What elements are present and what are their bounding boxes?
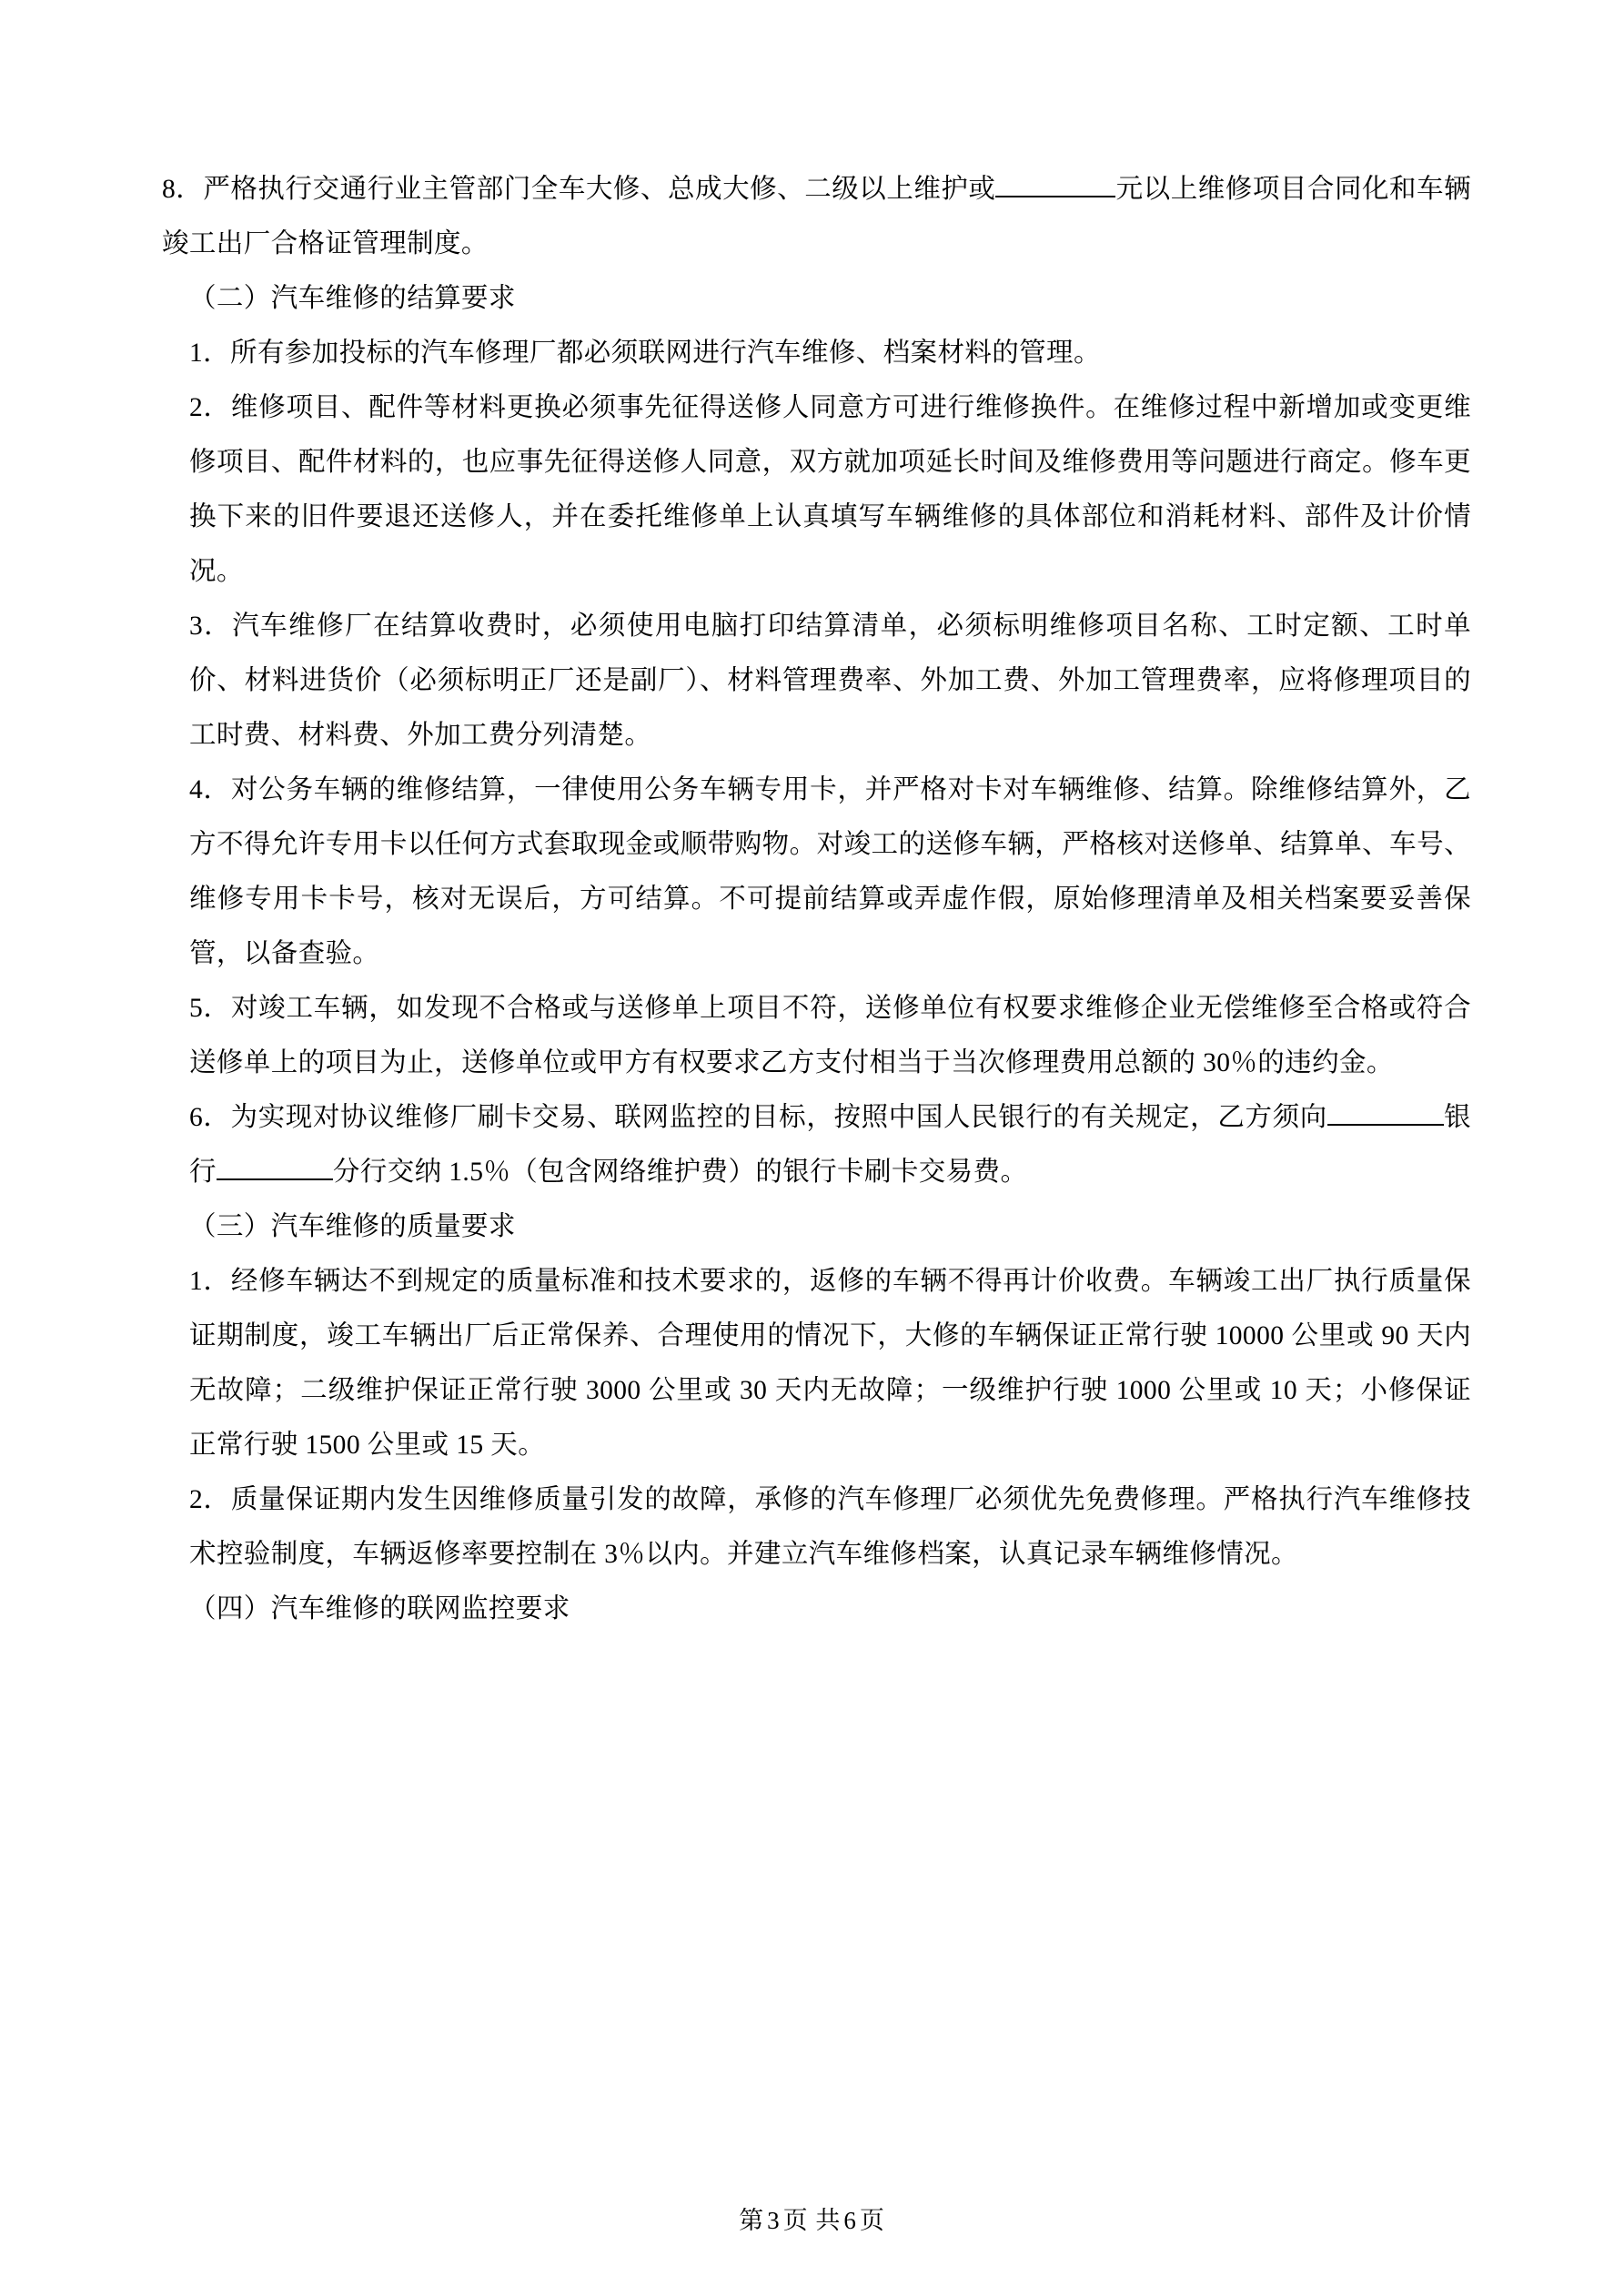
footer-prefix: 第 bbox=[739, 2207, 765, 2234]
paragraph-s2-item-2: 2．维修项目、配件等材料更换必须事先征得送修人同意方可进行维修换件。在维修过程中新增加或变更维修项目、配件材料的，也应事先征得送修人同意，双方就加项延长时间及维修费用等问题进行商定。修车更换下来的旧件要退还送修人，并在委托维修单上认真填写车辆维修的具体部位和消耗材料、部件及计价情况。 bbox=[189, 393, 1471, 586]
paragraph-text: 6．为实现对协议维修厂刷卡交易、联网监控的目标，按照中国人民银行的有关规定，乙方须向 bbox=[189, 1103, 1327, 1132]
document-body bbox=[162, 162, 1471, 1636]
footer-suffix: 页 bbox=[859, 2207, 885, 2234]
footer-total-pages: 6 bbox=[843, 2207, 857, 2234]
fill-in-blank-bank bbox=[1327, 1124, 1444, 1126]
paragraph-s2-item-5: 5．对竣工车辆，如发现不合格或与送修单上项目不符，送修单位有权要求维修企业无偿维修至合格或符合送修单上的项目为止，送修单位或甲方有权要求乙方支付相当于当次修理费用总额的 30％的违约金。 bbox=[189, 994, 1471, 1077]
paragraph-text-cont: 元以上维修项目合同化和车辆竣工出厂合格证管理制度。 bbox=[162, 175, 1471, 258]
paragraph-text: 8．严格执行交通行业主管部门全车大修、总成大修、二级以上维护或 bbox=[162, 175, 996, 204]
heading-section-2: （二）汽车维修的结算要求 bbox=[189, 284, 516, 313]
heading-section-3: （三）汽车维修的质量要求 bbox=[189, 1212, 516, 1241]
paragraph-text-mid: 银行 bbox=[189, 1103, 1471, 1187]
paragraph-s3-item-1: 1．经修车辆达不到规定的质量标准和技术要求的，返修的车辆不得再计价收费。车辆竣工出厂执行质量保证期制度，竣工车辆出厂后正常保养、合理使用的情况下，大修的车辆保证正常行驶 10000 公里或 90 天内无故障；二级维护保证正常行驶 3000 公里或 30 天内无故障；一级维护行驶 1000 公里或 10 天；小修保证正常行驶 1500 公里或 15 天。 bbox=[189, 1267, 1471, 1460]
paragraph-s2-item-4: 4．对公务车辆的维修结算，一律使用公务车辆专用卡，并严格对卡对车辆维修、结算。除维修结算外，乙方不得允许专用卡以任何方式套取现金或顺带购物。对竣工的送修车辆，严格核对送修单、结算单、车号、维修专用卡卡号，核对无误后，方可结算。不可提前结算或弄虚作假，原始修理清单及相关档案要妥善保管，以备查验。 bbox=[189, 775, 1471, 968]
paragraph-s2-item-1: 1．所有参加投标的汽车修理厂都必须联网进行汽车维修、档案材料的管理。 bbox=[189, 339, 1101, 368]
heading-section-4: （四）汽车维修的联网监控要求 bbox=[189, 1594, 570, 1623]
footer-middle: 页 共 bbox=[782, 2207, 842, 2234]
fill-in-blank-branch bbox=[217, 1178, 333, 1180]
paragraph-s2-item-6 bbox=[162, 1090, 1471, 1199]
footer-current-page: 3 bbox=[767, 2207, 781, 2234]
fill-in-blank bbox=[995, 196, 1115, 197]
paragraph-s3-item-2: 2．质量保证期内发生因维修质量引发的故障，承修的汽车修理厂必须优先免费修理。严格执行汽车维修技术控验制度，车辆返修率要控制在 3％以内。并建立汽车维修档案，认真记录车辆维修情况。 bbox=[189, 1485, 1471, 1569]
page-footer bbox=[0, 2200, 1624, 2236]
paragraph-item-8 bbox=[162, 162, 1471, 271]
paragraph-s2-item-3: 3．汽车维修厂在结算收费时，必须使用电脑打印结算清单，必须标明维修项目名称、工时定额、工时单价、材料进货价（必须标明正厂还是副厂）、材料管理费率、外加工费、外加工管理费率，应将修理项目的工时费、材料费、外加工费分列清楚。 bbox=[189, 612, 1471, 750]
paragraph-text-cont: 分行交纳 1.5％（包含网络维护费）的银行卡刷卡交易费。 bbox=[332, 1158, 1028, 1187]
